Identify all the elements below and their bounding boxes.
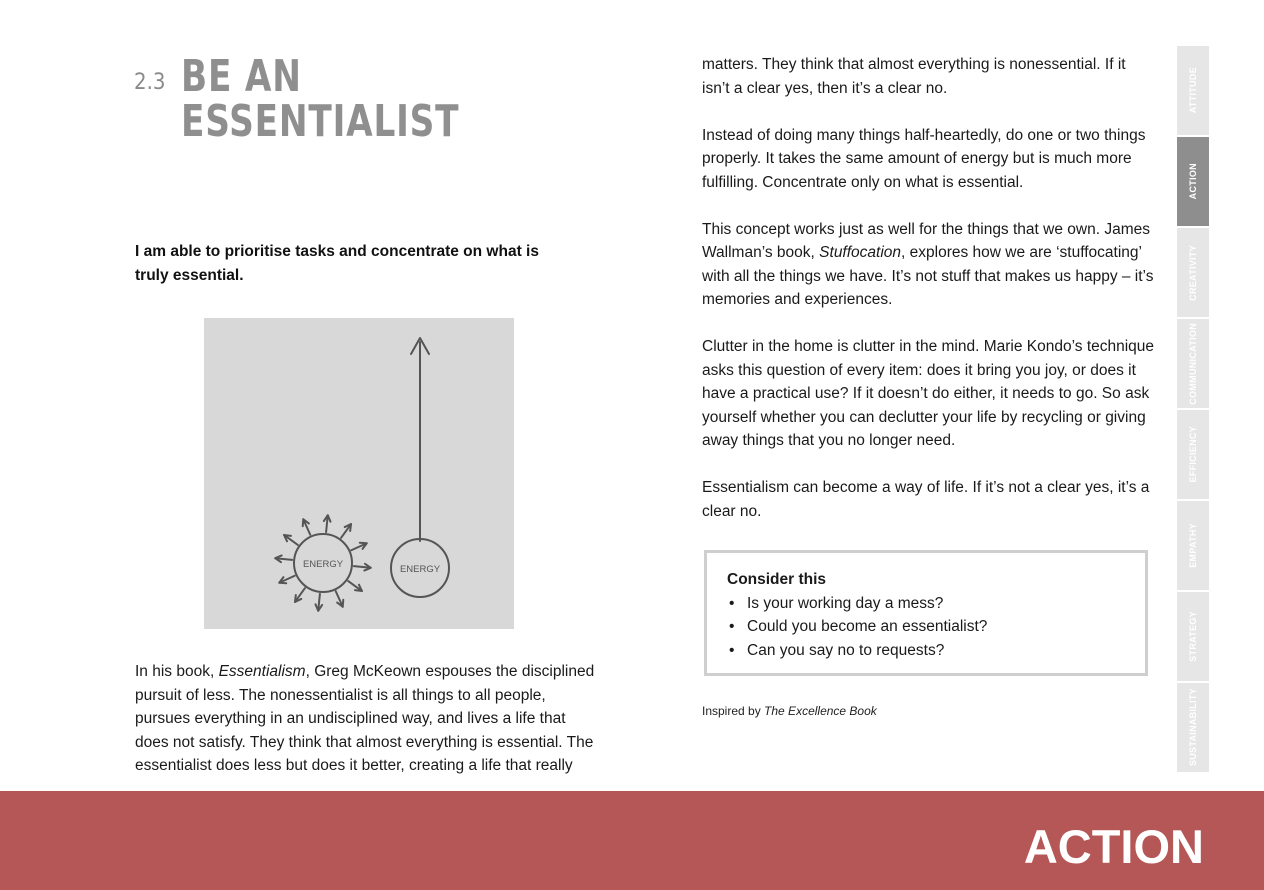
list-item: • Could you become an essentialist? [747, 615, 1125, 639]
tab-sustainability[interactable] [1177, 683, 1209, 772]
paragraph: In his book, Essentialism, Greg McKeown espouses the disciplined pursuit of less. The nonessentialist is all things to all people, pursues everything in an undisciplined way, and lives a life that does not satisfy. They think that almost everything is essential. The essentialist does less but does it better, creating a life that really [135, 663, 595, 774]
tab-label: ACTION [1188, 163, 1198, 200]
tab-attitude[interactable] [1177, 46, 1209, 135]
energy-label-right: ENERGY [399, 564, 441, 575]
paragraph: Clutter in the home is clutter in the mind. Marie Kondo’s technique asks this question of every item: does it bring you joy, or does it have a practical use? If it doesn’t do either, it needs to go. So ask yourself whether you can declutter your life by recycling or giving away things that you no longer need. [702, 338, 1155, 449]
tab-creativity[interactable] [1177, 228, 1209, 317]
consider-list [727, 592, 1125, 663]
energy-diagram [204, 318, 514, 629]
list-item: • Is your working day a mess? [747, 592, 1125, 616]
credit-prefix: Inspired by [702, 704, 765, 718]
tab-label: EFFICIENCY [1188, 426, 1198, 483]
tab-action[interactable] [1177, 137, 1209, 226]
page-title [181, 51, 460, 147]
tab-strategy[interactable] [1177, 592, 1209, 681]
chapter-tabs [1177, 46, 1209, 774]
footer-banner [0, 791, 1264, 890]
tab-efficiency[interactable] [1177, 410, 1209, 499]
chapter-number: 2.3 [134, 70, 166, 95]
paragraph: Instead of doing many things half-heartedly, do one or two things properly. It takes the same amount of energy but is much more fulfilling. Concentrate only on what is essential. [702, 126, 1146, 191]
credit-book: The Excellence Book [764, 704, 877, 718]
left-body-text [135, 660, 595, 801]
paragraph: This concept works just as well for the things that we own. James Wallman’s book, Stuffocation, explores how we are ‘stuffocating’ with all the things we have. It’s not stuff that makes us happy – it’s memories and experiences. [702, 220, 1154, 308]
tab-label: EMPATHY [1188, 523, 1198, 568]
title-line-1: BE AN [181, 51, 302, 102]
tab-label: CREATIVITY [1188, 244, 1198, 301]
footer-section-label: ACTION [1023, 820, 1204, 873]
tab-label: COMMUNICATION [1188, 322, 1198, 405]
credit-line [702, 704, 877, 718]
tab-label: SUSTAINABILITY [1188, 688, 1198, 767]
consider-heading: Consider this [727, 571, 827, 588]
tab-communication[interactable] [1177, 319, 1209, 408]
intro-statement: I am able to prioritise tasks and concentrate on what is truly essential. [135, 243, 539, 284]
consider-this-box [704, 550, 1148, 676]
title-line-2: ESSENTIALIST [181, 96, 460, 147]
paragraph: Essentialism can become a way of life. If it’s not a clear yes, it’s a clear no. [702, 479, 1150, 520]
paragraph: matters. They think that almost everything is nonessential. If it isn’t a clear yes, then it’s a clear no. [702, 56, 1126, 97]
tab-empathy[interactable] [1177, 501, 1209, 590]
right-body-text [702, 53, 1157, 547]
tab-label: STRATEGY [1188, 611, 1198, 662]
tab-label: ATTITUDE [1188, 67, 1198, 114]
energy-illustration [204, 318, 514, 629]
list-item: • Can you say no to requests? [747, 639, 1125, 663]
energy-label-left: ENERGY [302, 559, 344, 570]
